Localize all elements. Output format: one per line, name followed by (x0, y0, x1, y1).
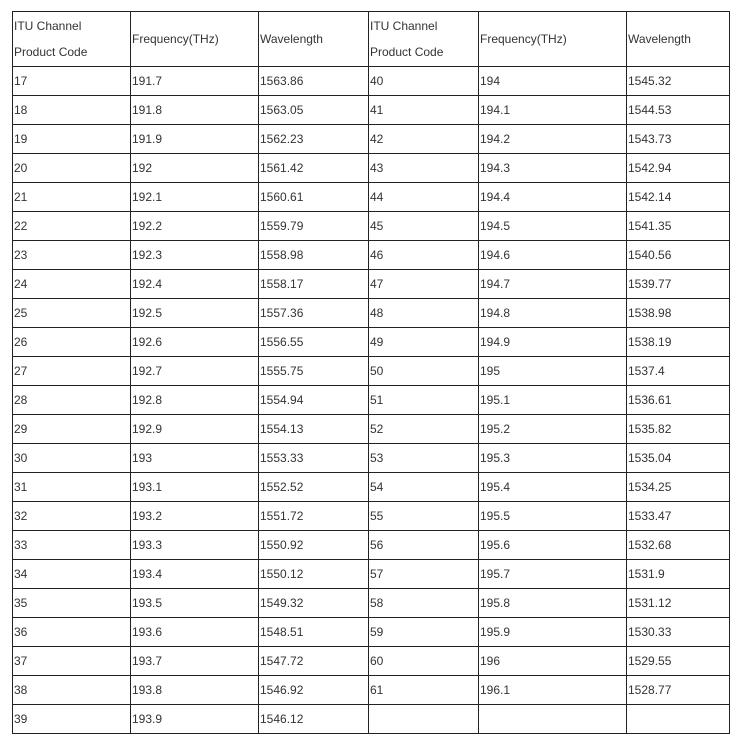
header-itu-channel-right (369, 12, 479, 67)
header-label-line: Frequency(THz) (132, 32, 219, 46)
cell-channel: 58 (369, 589, 479, 618)
cell-wavelength: 1555.75 (259, 357, 369, 386)
cell-frequency: 192.3 (131, 241, 259, 270)
cell-frequency: 194.9 (479, 328, 627, 357)
cell-wavelength: 1554.94 (259, 386, 369, 415)
cell-wavelength: 1545.32 (627, 67, 730, 96)
cell-channel: 53 (369, 444, 479, 473)
header-label-line: ITU Channel (370, 19, 438, 33)
cell-wavelength: 1536.61 (627, 386, 730, 415)
cell-frequency: 195.5 (479, 502, 627, 531)
cell-wavelength: 1548.51 (259, 618, 369, 647)
cell-wavelength: 1550.12 (259, 560, 369, 589)
cell-frequency: 195 (479, 357, 627, 386)
table-row (13, 647, 730, 676)
cell-channel: 59 (369, 618, 479, 647)
cell-frequency: 194.6 (479, 241, 627, 270)
cell-frequency: 193.8 (131, 676, 259, 705)
table-row (13, 676, 730, 705)
header-label-line: Product Code (370, 45, 444, 59)
cell-channel: 29 (13, 415, 131, 444)
cell-wavelength: 1554.13 (259, 415, 369, 444)
cell-wavelength: 1528.77 (627, 676, 730, 705)
cell-channel: 51 (369, 386, 479, 415)
table-row (13, 241, 730, 270)
cell-wavelength: 1558.17 (259, 270, 369, 299)
cell-frequency: 195.4 (479, 473, 627, 502)
cell-channel: 49 (369, 328, 479, 357)
cell-frequency: 196 (479, 647, 627, 676)
cell-frequency: 195.3 (479, 444, 627, 473)
itu-channel-table (12, 11, 730, 734)
header-row (13, 12, 730, 67)
cell-frequency: 195.6 (479, 531, 627, 560)
table-row (13, 357, 730, 386)
cell-frequency: 193.3 (131, 531, 259, 560)
cell-channel: 30 (13, 444, 131, 473)
cell-frequency: 195.9 (479, 618, 627, 647)
cell-wavelength: 1560.61 (259, 183, 369, 212)
cell-channel: 22 (13, 212, 131, 241)
cell-channel (369, 705, 479, 734)
cell-frequency: 194.2 (479, 125, 627, 154)
table-row (13, 589, 730, 618)
cell-channel: 43 (369, 154, 479, 183)
cell-channel: 44 (369, 183, 479, 212)
table-row (13, 154, 730, 183)
cell-channel: 46 (369, 241, 479, 270)
cell-frequency: 195.2 (479, 415, 627, 444)
cell-wavelength: 1546.12 (259, 705, 369, 734)
cell-wavelength: 1550.92 (259, 531, 369, 560)
table-row (13, 386, 730, 415)
cell-channel: 40 (369, 67, 479, 96)
table-body (13, 67, 730, 734)
cell-channel: 27 (13, 357, 131, 386)
cell-wavelength: 1559.79 (259, 212, 369, 241)
cell-frequency: 194.3 (479, 154, 627, 183)
cell-wavelength: 1553.33 (259, 444, 369, 473)
cell-frequency: 193.5 (131, 589, 259, 618)
cell-channel: 56 (369, 531, 479, 560)
cell-wavelength: 1546.92 (259, 676, 369, 705)
cell-wavelength: 1563.05 (259, 96, 369, 125)
cell-frequency: 192.4 (131, 270, 259, 299)
cell-frequency: 192 (131, 154, 259, 183)
cell-wavelength: 1535.82 (627, 415, 730, 444)
cell-channel: 54 (369, 473, 479, 502)
cell-wavelength: 1530.33 (627, 618, 730, 647)
cell-frequency: 194.5 (479, 212, 627, 241)
cell-wavelength: 1543.73 (627, 125, 730, 154)
table-row (13, 212, 730, 241)
header-label-line: ITU Channel (14, 19, 82, 33)
cell-frequency: 192.2 (131, 212, 259, 241)
cell-frequency: 196.1 (479, 676, 627, 705)
cell-channel: 38 (13, 676, 131, 705)
table-header (13, 12, 730, 67)
cell-frequency: 195.7 (479, 560, 627, 589)
table-row (13, 299, 730, 328)
table-row (13, 444, 730, 473)
cell-wavelength: 1544.53 (627, 96, 730, 125)
cell-frequency: 194.7 (479, 270, 627, 299)
cell-wavelength: 1535.04 (627, 444, 730, 473)
cell-channel: 24 (13, 270, 131, 299)
cell-frequency: 194.1 (479, 96, 627, 125)
cell-wavelength: 1561.42 (259, 154, 369, 183)
cell-frequency: 191.9 (131, 125, 259, 154)
table-row (13, 560, 730, 589)
cell-wavelength: 1562.23 (259, 125, 369, 154)
cell-frequency: 194.4 (479, 183, 627, 212)
cell-frequency: 192.9 (131, 415, 259, 444)
header-itu-channel-left (13, 12, 131, 67)
header-frequency-left (131, 12, 259, 67)
cell-frequency: 193.2 (131, 502, 259, 531)
table-row (13, 705, 730, 734)
table-row (13, 328, 730, 357)
cell-frequency (479, 705, 627, 734)
cell-channel: 42 (369, 125, 479, 154)
cell-wavelength: 1542.94 (627, 154, 730, 183)
header-label-line: Wavelength (628, 32, 691, 46)
cell-channel: 60 (369, 647, 479, 676)
cell-wavelength: 1531.12 (627, 589, 730, 618)
table-row (13, 473, 730, 502)
cell-frequency: 195.1 (479, 386, 627, 415)
cell-channel: 47 (369, 270, 479, 299)
cell-channel: 19 (13, 125, 131, 154)
table-row (13, 125, 730, 154)
cell-wavelength: 1557.36 (259, 299, 369, 328)
cell-frequency: 195.8 (479, 589, 627, 618)
cell-frequency: 194 (479, 67, 627, 96)
cell-channel: 28 (13, 386, 131, 415)
cell-channel: 36 (13, 618, 131, 647)
cell-channel: 25 (13, 299, 131, 328)
cell-channel: 26 (13, 328, 131, 357)
cell-channel: 37 (13, 647, 131, 676)
table-row (13, 270, 730, 299)
cell-channel: 39 (13, 705, 131, 734)
cell-wavelength: 1532.68 (627, 531, 730, 560)
cell-channel: 45 (369, 212, 479, 241)
itu-channel-table-container (12, 11, 730, 734)
cell-frequency: 192.1 (131, 183, 259, 212)
cell-frequency: 193.9 (131, 705, 259, 734)
cell-wavelength (627, 705, 730, 734)
cell-frequency: 193 (131, 444, 259, 473)
cell-frequency: 191.7 (131, 67, 259, 96)
cell-frequency: 193.6 (131, 618, 259, 647)
table-row (13, 67, 730, 96)
cell-wavelength: 1541.35 (627, 212, 730, 241)
cell-channel: 20 (13, 154, 131, 183)
cell-wavelength: 1537.4 (627, 357, 730, 386)
cell-wavelength: 1538.19 (627, 328, 730, 357)
cell-wavelength: 1539.77 (627, 270, 730, 299)
cell-frequency: 193.7 (131, 647, 259, 676)
cell-channel: 41 (369, 96, 479, 125)
cell-wavelength: 1538.98 (627, 299, 730, 328)
cell-channel: 50 (369, 357, 479, 386)
header-wavelength-left (259, 12, 369, 67)
cell-wavelength: 1542.14 (627, 183, 730, 212)
cell-channel: 23 (13, 241, 131, 270)
table-row (13, 183, 730, 212)
table-row (13, 618, 730, 647)
cell-channel: 34 (13, 560, 131, 589)
cell-frequency: 191.8 (131, 96, 259, 125)
cell-channel: 17 (13, 67, 131, 96)
cell-frequency: 193.1 (131, 473, 259, 502)
cell-frequency: 192.7 (131, 357, 259, 386)
cell-channel: 31 (13, 473, 131, 502)
header-wavelength-right (627, 12, 730, 67)
cell-wavelength: 1529.55 (627, 647, 730, 676)
cell-frequency: 193.4 (131, 560, 259, 589)
table-row (13, 531, 730, 560)
cell-wavelength: 1534.25 (627, 473, 730, 502)
table-row (13, 502, 730, 531)
cell-channel: 55 (369, 502, 479, 531)
cell-channel: 21 (13, 183, 131, 212)
cell-channel: 35 (13, 589, 131, 618)
header-frequency-right (479, 12, 627, 67)
cell-channel: 33 (13, 531, 131, 560)
cell-channel: 48 (369, 299, 479, 328)
cell-wavelength: 1547.72 (259, 647, 369, 676)
cell-frequency: 192.5 (131, 299, 259, 328)
cell-wavelength: 1549.32 (259, 589, 369, 618)
cell-frequency: 192.6 (131, 328, 259, 357)
cell-channel: 61 (369, 676, 479, 705)
cell-wavelength: 1558.98 (259, 241, 369, 270)
cell-channel: 52 (369, 415, 479, 444)
cell-frequency: 192.8 (131, 386, 259, 415)
cell-wavelength: 1552.52 (259, 473, 369, 502)
table-row (13, 96, 730, 125)
cell-wavelength: 1556.55 (259, 328, 369, 357)
cell-wavelength: 1533.47 (627, 502, 730, 531)
cell-wavelength: 1531.9 (627, 560, 730, 589)
cell-channel: 57 (369, 560, 479, 589)
table-row (13, 415, 730, 444)
cell-wavelength: 1540.56 (627, 241, 730, 270)
cell-wavelength: 1551.72 (259, 502, 369, 531)
cell-channel: 18 (13, 96, 131, 125)
cell-frequency: 194.8 (479, 299, 627, 328)
header-label-line: Wavelength (260, 32, 323, 46)
cell-channel: 32 (13, 502, 131, 531)
cell-wavelength: 1563.86 (259, 67, 369, 96)
header-label-line: Product Code (14, 45, 88, 59)
header-label-line: Frequency(THz) (480, 32, 567, 46)
